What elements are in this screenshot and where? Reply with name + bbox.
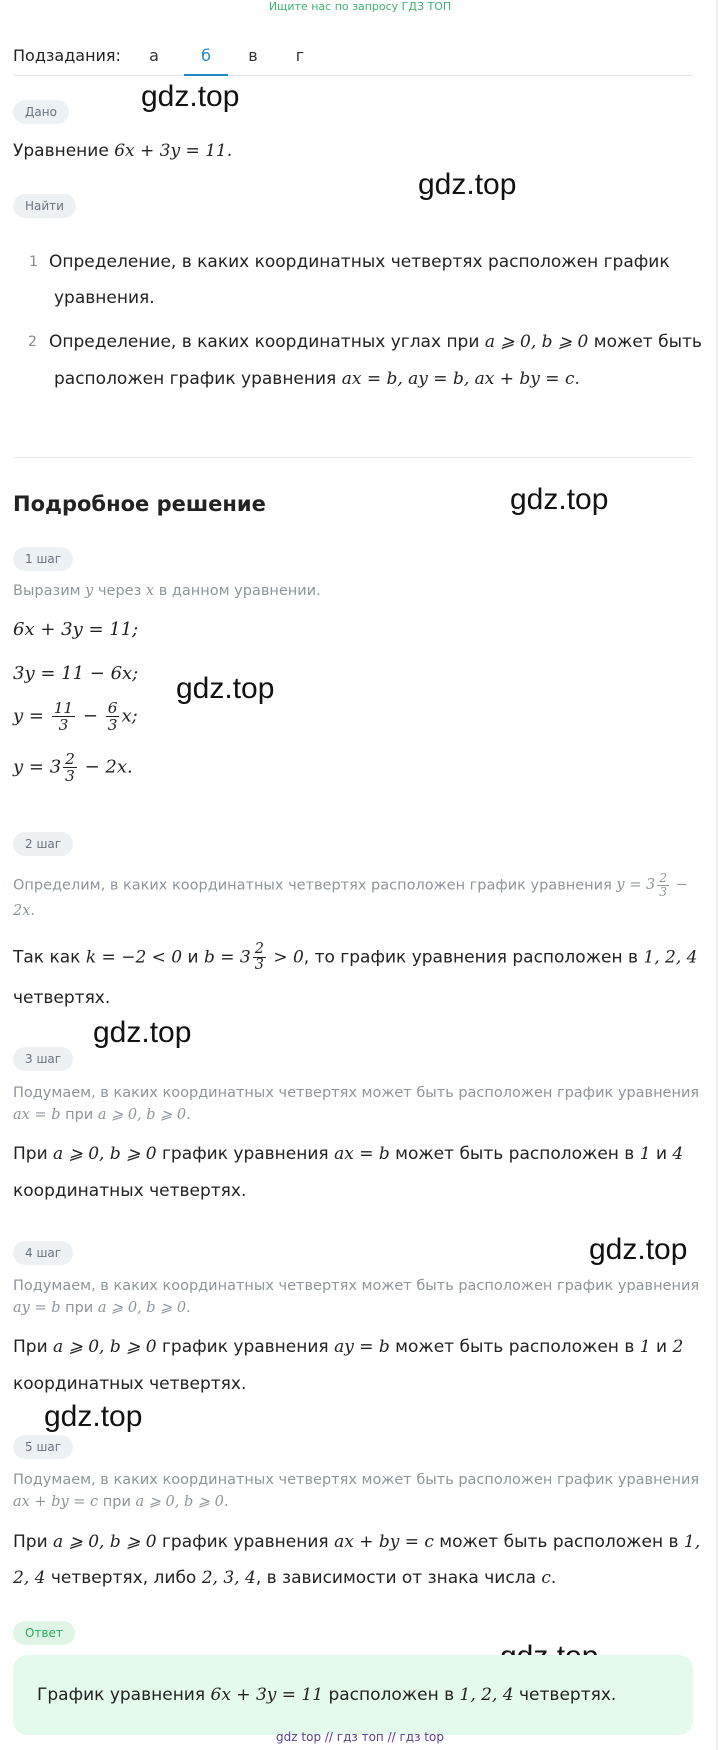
step-math: 4 — [672, 1144, 684, 1164]
find-item-line — [49, 332, 702, 352]
footer-link[interactable]: гдз top — [399, 1730, 444, 1744]
step-text: координатных четвертях. — [13, 1374, 247, 1394]
hint-math: ay = b — [13, 1300, 61, 1316]
find-item-text: расположен график уравнения — [54, 369, 342, 389]
find-item-text: может быть — [588, 332, 702, 352]
watermark: gdz.top — [44, 1400, 143, 1433]
step-chip: 4 шаг — [13, 1241, 73, 1265]
denominator: 3 — [65, 767, 75, 786]
watermark: gdz.top — [176, 672, 275, 705]
step-math: 2, 4 — [13, 1568, 46, 1588]
hint-text: при — [60, 1300, 98, 1316]
step-text-part: , то график уравнения расположен в — [303, 947, 644, 968]
step-text-part: график уравнения — [156, 1144, 335, 1164]
numerator: 6 — [107, 699, 118, 717]
hint-text: через — [93, 583, 146, 599]
hint-math: a ⩾ 0, b ⩾ 0. — [97, 1107, 191, 1123]
answer-text-part: График уравнения — [37, 1685, 211, 1705]
step-math: 1 — [639, 1337, 651, 1357]
step-text-part: и — [650, 1337, 673, 1357]
section-divider — [13, 457, 693, 458]
step-hint — [13, 1494, 228, 1510]
subtasks-bar — [13, 44, 693, 76]
denominator: 3 — [107, 716, 118, 735]
step-hint — [13, 872, 688, 899]
step-math: > 0 — [267, 947, 304, 968]
find-chip: Найти — [13, 194, 76, 218]
search-banner[interactable]: Ищите нас по запросу ГДЗ ТОП — [268, 0, 452, 13]
tab-b[interactable]: б — [184, 46, 228, 76]
solution-title: Подробное решение — [13, 492, 266, 516]
step-hint — [13, 1107, 191, 1123]
equation-line: 6x + 3y = 11; — [13, 619, 139, 640]
footer-separator: // — [383, 1730, 400, 1744]
hint-math: x — [145, 583, 155, 599]
eq-part: − 2x. — [78, 756, 133, 778]
watermark: gdz.top — [418, 168, 517, 201]
step-math: 2, 3, 4 — [201, 1568, 256, 1588]
footer-links — [0, 1730, 720, 1744]
step-text-part: , в зависимости от знака числа — [255, 1568, 542, 1588]
step-text — [13, 1337, 683, 1357]
step-math: ax = b — [334, 1144, 390, 1164]
hint-math: y — [85, 583, 94, 599]
given-equation: 6x + 3y = 11. — [114, 141, 233, 161]
footer-link[interactable]: gdz top — [276, 1730, 322, 1744]
fraction — [106, 700, 120, 733]
step-text-part: может быть расположен в — [433, 1532, 684, 1552]
step-text-part: график уравнения — [156, 1532, 335, 1552]
step-math: a ⩾ 0, b ⩾ 0 — [53, 1337, 157, 1357]
find-item-number: 1 — [29, 254, 38, 270]
find-item-line — [54, 369, 580, 389]
numerator: 2 — [65, 750, 75, 768]
step-math: 1 — [639, 1144, 651, 1164]
find-item-text: Определение, в каких координатных углах при — [49, 332, 485, 352]
step-math: 2 — [672, 1337, 684, 1357]
denominator: 3 — [58, 716, 69, 735]
tab-a[interactable]: а — [149, 46, 159, 65]
step-text — [13, 1144, 683, 1164]
hint-math: ax + by = c — [13, 1494, 99, 1510]
step-text-part: При — [13, 1337, 54, 1357]
fraction — [52, 700, 75, 733]
find-item-line: Определение, в каких координатных четвертях расположен график — [49, 252, 670, 272]
step-math: 1, — [683, 1532, 701, 1552]
hint-math-part: y = 3 — [616, 877, 656, 894]
eq-part: x; — [121, 705, 138, 727]
watermark: gdz.top — [510, 483, 609, 516]
hint-text: Выразим — [13, 583, 86, 599]
denominator: 3 — [659, 884, 668, 899]
step-text: координатных четвертях. — [13, 1181, 247, 1201]
step-text — [13, 1532, 700, 1552]
step-chip: 5 шаг — [13, 1435, 73, 1459]
watermark: gdz.top — [141, 80, 240, 113]
step-math: a ⩾ 0, b ⩾ 0 — [53, 1144, 157, 1164]
answer-text-part: расположен в — [323, 1685, 460, 1705]
step-text-part: При — [13, 1532, 54, 1552]
hint-text: при — [98, 1494, 136, 1510]
hint-math — [616, 871, 688, 899]
footer-separator: // — [321, 1730, 337, 1744]
step-text: четвертях. — [13, 988, 111, 1008]
answer-math: 6x + 3y = 11 — [210, 1685, 324, 1705]
numerator: 2 — [254, 941, 264, 957]
step-math: a ⩾ 0, b ⩾ 0 — [53, 1532, 157, 1552]
step-math: c — [541, 1568, 551, 1588]
eq-part: y = — [13, 705, 50, 727]
step-text-part: и — [182, 947, 204, 968]
tab-g[interactable]: г — [295, 46, 305, 65]
step-hint: Подумаем, в каких координатных четвертях может быть расположен график уравнения — [13, 1278, 700, 1294]
find-item-math: a ⩾ 0, b ⩾ 0 — [484, 332, 589, 352]
step-hint: Подумаем, в каких координатных четвертях может быть расположен график уравнения — [13, 1472, 700, 1488]
given-chip: Дано — [13, 100, 69, 124]
answer-text-part: четвертях. — [513, 1685, 617, 1705]
hint-text: Определим, в каких координатных четвертях расположен график уравнения — [13, 877, 617, 894]
step-math: ax + by = c — [334, 1532, 434, 1552]
denominator: 3 — [254, 957, 264, 974]
step-text-part: график уравнения — [156, 1337, 335, 1357]
step-math: ay = b — [334, 1337, 390, 1357]
step-text-part: Так как — [13, 947, 86, 968]
numerator: 2 — [659, 871, 668, 885]
step-math: 1, 2, 4 — [643, 947, 698, 968]
watermark: gdz.top — [93, 1016, 192, 1049]
step-text-part: и — [650, 1144, 673, 1164]
given-prefix: Уравнение — [13, 141, 115, 161]
watermark: gdz.top — [589, 1233, 688, 1266]
step-text-part: четвертях, либо — [45, 1568, 202, 1588]
hint-math: a ⩾ 0, b ⩾ 0. — [97, 1300, 191, 1316]
equation-line — [13, 700, 138, 733]
step-text-part: При — [13, 1144, 54, 1164]
step-text — [13, 1568, 556, 1588]
answer-math: 1, 2, 4 — [459, 1685, 514, 1705]
step-chip: 1 шаг — [13, 547, 73, 571]
find-item-math: ax = b, ay = b, ax + by = c. — [341, 369, 580, 389]
footer-link[interactable]: гдз топ — [336, 1730, 384, 1744]
find-item-line: уравнения. — [54, 288, 155, 308]
step-hint — [13, 583, 321, 599]
equation-line: 3y = 11 − 6x; — [13, 663, 139, 684]
step-text-part: . — [550, 1568, 557, 1588]
step-text-part: может быть расположен в — [389, 1144, 640, 1164]
hint-text: в данном уравнении. — [154, 583, 321, 599]
given-text — [13, 141, 232, 161]
step-chip: 3 шаг — [13, 1047, 73, 1071]
answer-chip: Ответ — [13, 1621, 75, 1645]
find-item-number: 2 — [28, 334, 37, 350]
page-edge — [716, 0, 718, 1750]
fraction — [63, 751, 77, 784]
answer-text — [37, 1685, 616, 1705]
step-hint: 2x. — [13, 903, 36, 919]
step-text-part: может быть расположен в — [389, 1337, 640, 1357]
fraction — [253, 942, 266, 973]
hint-math: a ⩾ 0, b ⩾ 0. — [135, 1494, 229, 1510]
answer-box — [13, 1655, 693, 1735]
hint-math: ax = b — [13, 1107, 61, 1123]
hint-math-part: − — [671, 877, 688, 894]
equation-line — [13, 751, 133, 784]
fraction — [657, 872, 669, 899]
step-chip: 2 шаг — [13, 832, 73, 856]
tab-v[interactable]: в — [248, 46, 258, 65]
eq-part: y = 3 — [13, 756, 62, 778]
subtasks-label: Подзадания: — [13, 46, 121, 65]
step-hint — [13, 1300, 191, 1316]
step-text — [13, 942, 698, 973]
hint-text: при — [60, 1107, 98, 1123]
numerator: 11 — [53, 699, 74, 717]
step-hint: Подумаем, в каких координатных четвертях может быть расположен график уравнения — [13, 1085, 700, 1101]
step-math: k = −2 < 0 — [85, 947, 183, 968]
step-math: b = 3 — [203, 947, 251, 968]
eq-part: − — [77, 705, 104, 727]
